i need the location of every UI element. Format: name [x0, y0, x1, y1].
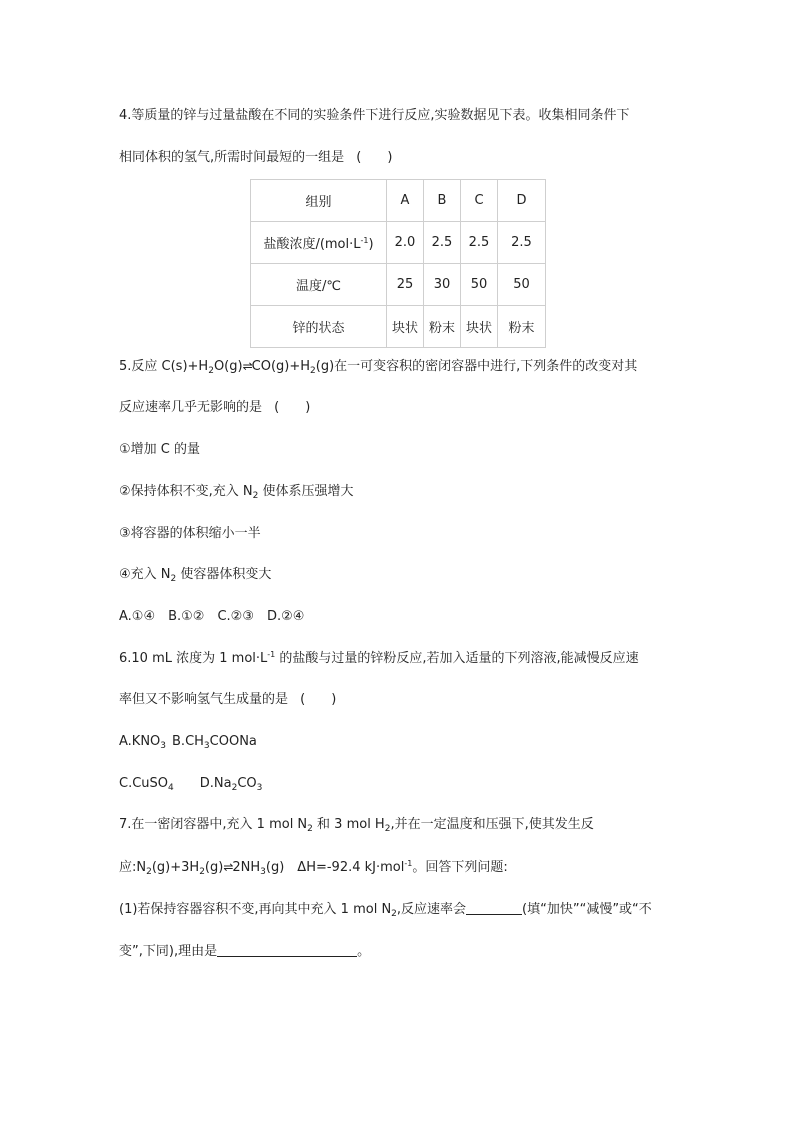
q6-text: 6.10 mL 浓度为 1 mol·L — [119, 651, 268, 666]
table-cell: 2.5 — [498, 222, 546, 264]
q7-text: (填“加快”“减慢”或“不 — [522, 902, 652, 917]
q6-text: 的盐酸与过量的锌粉反应,若加入适量的下列溶液,能减慢反应速 — [275, 651, 639, 666]
subscript: 3 — [260, 867, 266, 877]
q6-choices-ab — [119, 734, 257, 750]
table-cell: C — [461, 180, 498, 222]
subscript: 2 — [170, 574, 177, 584]
subscript: 3 — [160, 741, 167, 751]
subscript: 2 — [146, 867, 152, 877]
answer-blank-rate[interactable] — [466, 901, 522, 915]
superscript: -1 — [267, 650, 276, 659]
choice-d-rest: CO — [237, 776, 257, 791]
superscript: -1 — [404, 859, 413, 868]
table-cell: 2.5 — [461, 222, 498, 264]
conc-label: 盐酸浓度/(mol·L — [263, 237, 361, 252]
subscript: 2 — [310, 366, 316, 376]
table-cell: 2.5 — [424, 222, 461, 264]
q7-text: 应:N — [119, 860, 147, 875]
q5-text: CO(g)+H — [251, 359, 311, 374]
conc-label-close: ) — [368, 237, 374, 252]
subscript: 4 — [168, 783, 174, 793]
q5-text: ②保持体积不变,充入 N — [119, 484, 253, 499]
q5-stem-line2 — [119, 400, 310, 416]
table-cell: 组别 — [251, 180, 387, 222]
subscript: 3 — [256, 783, 263, 793]
table-cell: 粉末 — [424, 306, 461, 348]
answer-blank-reason[interactable] — [217, 943, 357, 957]
q7-text: (1)若保持容器容积不变,再向其中充入 1 mol N — [119, 902, 392, 917]
q5-choices: A.①④ B.①② C.②③ D.②④ — [119, 609, 305, 624]
q7-text: (g) ΔH=-92.4 kJ·mol — [265, 860, 405, 875]
q5-stem-line1 — [119, 358, 637, 375]
subscript: 2 — [231, 783, 238, 793]
q7-text: 和 3 mol H — [312, 817, 385, 832]
choice-c: C.CuSO — [119, 776, 169, 791]
q5-text: 5.反应 C(s)+H — [119, 359, 209, 374]
q6-stem-line1 — [119, 651, 639, 667]
table-cell: 30 — [424, 264, 461, 306]
subscript: 2 — [252, 491, 259, 501]
q7-text: 7.在一密闭容器中,充入 1 mol N — [119, 817, 308, 832]
table-cell: A — [387, 180, 424, 222]
q4-data-table — [250, 179, 546, 348]
subscript: 3 — [203, 741, 210, 751]
table-row-label — [251, 222, 387, 264]
conc-label-sup: -1 — [360, 236, 369, 245]
q5-option-2 — [119, 484, 354, 500]
table-row — [251, 306, 546, 348]
table-row-label: 锌的状态 — [251, 306, 387, 348]
q7-stem-line1 — [119, 817, 594, 833]
q5-option-3: ③将容器的体积缩小一半 — [119, 526, 261, 541]
q5-text: 使体系压强增大 — [258, 484, 354, 499]
q4-answer-paren: ( ) — [356, 150, 393, 165]
subscript: 2 — [307, 824, 313, 834]
table-cell: 2.0 — [387, 222, 424, 264]
equilibrium-arrow-icon: ⇌ — [223, 860, 233, 874]
q6-stem-line2 — [119, 692, 336, 708]
q5-line2-text: 反应速率几乎无影响的是 — [119, 400, 263, 415]
q7-part1-line1 — [119, 901, 652, 918]
q7-text: 2NH — [232, 860, 261, 875]
equilibrium-arrow-icon: ⇌ — [242, 359, 252, 373]
table-cell: 50 — [461, 264, 498, 306]
q5-text: (g)在一可变容积的密闭容器中进行,下列条件的改变对其 — [315, 359, 638, 374]
table-cell: 块状 — [461, 306, 498, 348]
q7-text: 。回答下列问题: — [412, 860, 508, 875]
subscript: 2 — [384, 824, 391, 834]
choice-b: B.CH — [172, 734, 204, 749]
q5-text: 使容器体积变大 — [176, 567, 272, 582]
q5-option-1: ①增加 C 的量 — [119, 442, 200, 457]
q7-text: (g) — [204, 860, 224, 875]
table-cell: 25 — [387, 264, 424, 306]
q7-text: ,并在一定温度和压强下,使其发生反 — [390, 817, 594, 832]
choice-b-rest: COONa — [209, 734, 257, 749]
table-row — [251, 222, 546, 264]
q5-text: O(g) — [213, 359, 243, 374]
table-cell: 块状 — [387, 306, 424, 348]
q6-choices-cd — [119, 776, 262, 792]
table-header-row — [251, 180, 546, 222]
q7-text: 。 — [357, 944, 371, 959]
table-cell: 50 — [498, 264, 546, 306]
table-row-label: 温度/℃ — [251, 264, 387, 306]
subscript: 2 — [199, 867, 205, 877]
q7-text: ,反应速率会 — [396, 902, 467, 917]
q7-text: 变”,下同),理由是 — [119, 944, 218, 959]
choice-a: A.KNO — [119, 734, 161, 749]
subscript: 2 — [208, 366, 214, 376]
q4-line2-text: 相同体积的氢气,所需时间最短的一组是 — [119, 150, 345, 165]
table-cell: 粉末 — [498, 306, 546, 348]
q5-answer-paren: ( ) — [274, 400, 311, 415]
q4-line1: 4.等质量的锌与过量盐酸在不同的实验条件下进行反应,实验数据见下表。收集相同条件下 — [119, 108, 630, 123]
table-cell: D — [498, 180, 546, 222]
choice-d: D.Na — [199, 776, 232, 791]
q7-equation-line — [119, 859, 508, 876]
q7-text: (g)+3H — [151, 860, 200, 875]
q7-part1-line2 — [119, 943, 370, 960]
q5-option-4 — [119, 567, 271, 583]
q4-line2 — [119, 150, 392, 166]
table-row — [251, 264, 546, 306]
table-cell: B — [424, 180, 461, 222]
q6-line2-text: 率但又不影响氢气生成量的是 — [119, 692, 289, 707]
q5-text: ④充入 N — [119, 567, 171, 582]
q6-answer-paren: ( ) — [300, 692, 337, 707]
subscript: 2 — [391, 909, 397, 919]
